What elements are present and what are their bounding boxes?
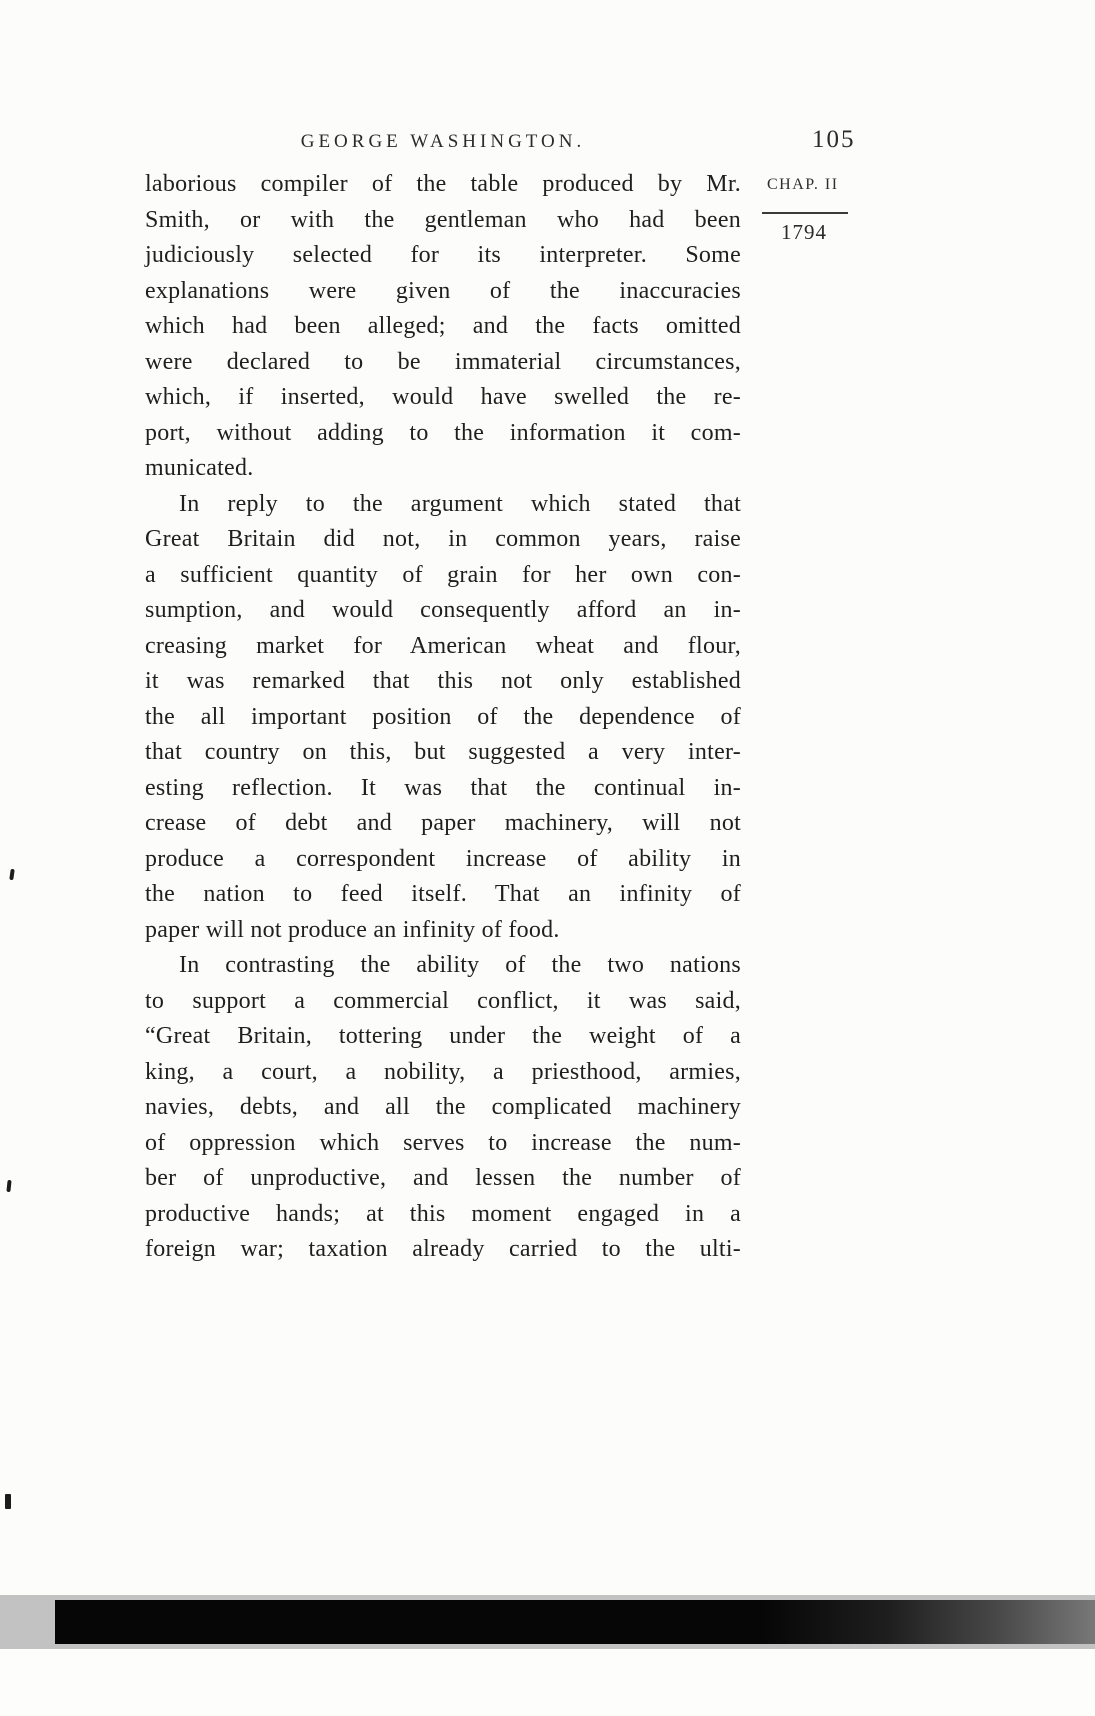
scan-artifact-black-bar [55,1600,1095,1644]
text-line: In reply to the argument which stated that [179,490,741,517]
ink-speck-mark [6,1180,11,1192]
text-line: the all important position of the dependence of [145,703,741,730]
text-line: that country on this, but suggested a very inter- [145,739,741,765]
text-line: produce a correspondent increase of ability in [145,845,741,872]
text-line: Smith, or with the gentleman who had been [145,206,741,233]
paragraph [145,167,741,487]
text-line: port, without adding to the information it com- [145,419,741,446]
text-line: In contrasting the ability of the two nations [179,952,741,978]
text-line: productive hands; at this moment engaged in a [145,1200,741,1227]
text-line: foreign war; taxation already carried to the ulti- [145,1236,741,1262]
text-line: sumption, and would consequently afford an in- [145,597,741,623]
running-title: GEORGE WASHINGTON. [300,131,586,152]
page-number: 105 [812,126,856,153]
text-line: of oppression which serves to increase the num- [145,1129,741,1156]
text-line: crease of debt and paper machinery, will not [145,810,741,836]
ink-speck-mark [5,1494,11,1509]
text-line: Great Britain did not, in common years, raise [145,526,741,552]
ink-speck-mark [9,869,14,880]
text-line: judiciously selected for its interpreter. Some [145,242,741,268]
text-line: creasing market for American wheat and flour, [145,632,741,659]
margin-rule [762,212,848,214]
text-line: king, a court, a nobility, a priesthood, armies, [145,1058,741,1085]
text-line: paper will not produce an infinity of food. [145,916,560,943]
text-line: were declared to be immaterial circumstances, [145,348,741,375]
margin-year-label: 1794 [781,220,827,244]
text-line: municated. [145,455,254,481]
text-line: to support a commercial conflict, it was said, [145,987,741,1014]
page-bottom-margin [0,1649,1095,1716]
text-line: which, if inserted, would have swelled the re- [145,384,741,410]
paragraph [145,487,741,949]
text-line: explanations were given of the inaccuracies [145,277,741,304]
paragraph [145,948,741,1268]
text-line: esting reflection. It was that the continual in- [145,774,741,801]
text-line: it was remarked that this not only established [145,668,741,694]
text-line: the nation to feed itself. That an infinity of [145,881,741,907]
text-line: a sufficient quantity of grain for her own con- [145,561,741,588]
text-line: ber of unproductive, and lessen the number of [145,1165,741,1191]
text-line: navies, debts, and all the complicated machinery [145,1094,741,1120]
text-line: laborious compiler of the table produced by Mr. [145,171,741,197]
scan-artifact-strip [0,1595,1095,1649]
margin-chapter-label: CHAP. II [767,176,839,193]
text-line: which had been alleged; and the facts omitted [145,313,741,339]
text-line: “Great Britain, tottering under the weight of a [145,1023,741,1049]
text-block [145,167,741,1268]
